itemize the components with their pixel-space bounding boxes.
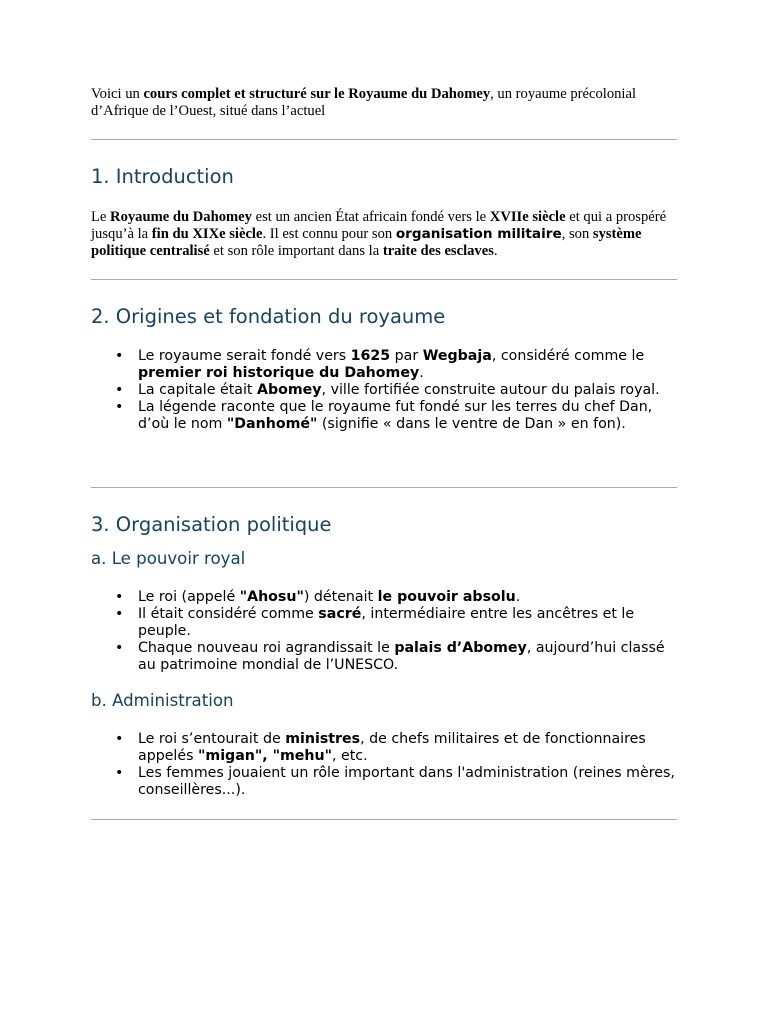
bold-run: premier roi historique du Dahomey [138, 365, 420, 381]
text-run: , considéré comme le [491, 348, 645, 364]
text-run: ) détenait [303, 589, 378, 605]
administration-list [91, 731, 681, 799]
bold-run: Abomey [257, 382, 322, 398]
section-heading-origines: 2. Origines et fondation du royaume [91, 305, 446, 328]
bold-run: palais d’Abomey [394, 640, 527, 656]
section-heading-introduction: 1. Introduction [91, 165, 234, 188]
section-heading-organisation: 3. Organisation politique [91, 513, 332, 536]
text-run: , etc. [332, 748, 368, 764]
bold-run: sacré [318, 606, 362, 622]
text-run: Le roi s’entourait de [138, 731, 286, 747]
intro-text: , un royaume précolonial d’Afrique de l’Ouest, situé dans l’actuel [91, 86, 637, 119]
bold-run: "Ahosu" [239, 589, 304, 605]
text-run: . Il est connu pour son [262, 226, 396, 242]
text-run: , aujourd’hui classé au patrimoine mondial de l’UNESCO. [138, 640, 665, 673]
bold-run: "Danhomé" [226, 416, 318, 432]
list-item [138, 589, 681, 606]
text-run: . [493, 243, 498, 259]
origines-list [91, 348, 681, 433]
intro-paragraph [91, 86, 691, 120]
list-item [138, 765, 681, 799]
text-run: est un ancien État africain fondé vers le [251, 209, 490, 225]
text-run: , de chefs militaires et de fonctionnaires appelés [138, 731, 646, 764]
bold-run: système politique centralisé [91, 226, 642, 259]
bold-run: le pouvoir absolu [377, 589, 516, 605]
horizontal-rule [91, 139, 677, 140]
text-run: et qui a prospéré jusqu’à la [91, 209, 667, 242]
text-run: par [390, 348, 423, 364]
text-run: Les femmes jouaient un rôle important dans l'administration (reines mères, conseillères...). [138, 765, 675, 798]
text-run: et son rôle important dans la [209, 243, 383, 259]
bold-run: traite des esclaves [382, 243, 494, 259]
intro-text: Voici un [91, 86, 144, 102]
bold-run: "migan", "mehu" [198, 748, 332, 764]
text-run: Le roi (appelé [138, 589, 240, 605]
bold-run: 1625 [350, 348, 391, 364]
text-run: Le [91, 209, 111, 225]
intro-bold: cours complet et structuré sur le Royaume du Dahomey [143, 86, 491, 102]
text-run: . [419, 365, 424, 381]
text-run: , son [561, 226, 593, 242]
text-run: (signifie « dans le ventre de Dan » en fon). [317, 416, 626, 432]
list-item [138, 640, 681, 674]
horizontal-rule [91, 487, 677, 488]
list-item [138, 731, 681, 765]
pouvoir-royal-list [91, 589, 681, 674]
list-item [138, 348, 681, 382]
bold-run: XVIIe siècle [489, 209, 566, 225]
horizontal-rule [91, 279, 677, 280]
text-run: , intermédiaire entre les ancêtres et le peuple. [138, 606, 635, 639]
list-item [138, 399, 681, 433]
text-run: , ville fortifiée construite autour du palais royal. [321, 382, 660, 398]
text-run: . [515, 589, 521, 605]
bold-run: Wegbaja [422, 348, 492, 364]
bold-run: fin du XIXe siècle [151, 226, 263, 242]
subsection-heading-pouvoir-royal: a. Le pouvoir royal [91, 549, 246, 568]
text-run: La légende raconte que le royaume fut fondé sur les terres du chef Dan, d’où le nom [138, 399, 653, 432]
list-item [138, 382, 681, 399]
bold-run: Royaume du Dahomey [110, 209, 252, 225]
introduction-paragraph [91, 209, 681, 260]
text-run: La capitale était [138, 382, 257, 398]
text-run: Il était considéré comme [138, 606, 319, 622]
subsection-heading-administration: b. Administration [91, 691, 234, 710]
text-run: Chaque nouveau roi agrandissait le [138, 640, 395, 656]
bold-run: organisation militaire [395, 226, 562, 242]
list-item [138, 606, 681, 640]
bold-run: ministres [285, 731, 361, 747]
horizontal-rule [91, 819, 677, 820]
text-run: Le royaume serait fondé vers [138, 348, 351, 364]
